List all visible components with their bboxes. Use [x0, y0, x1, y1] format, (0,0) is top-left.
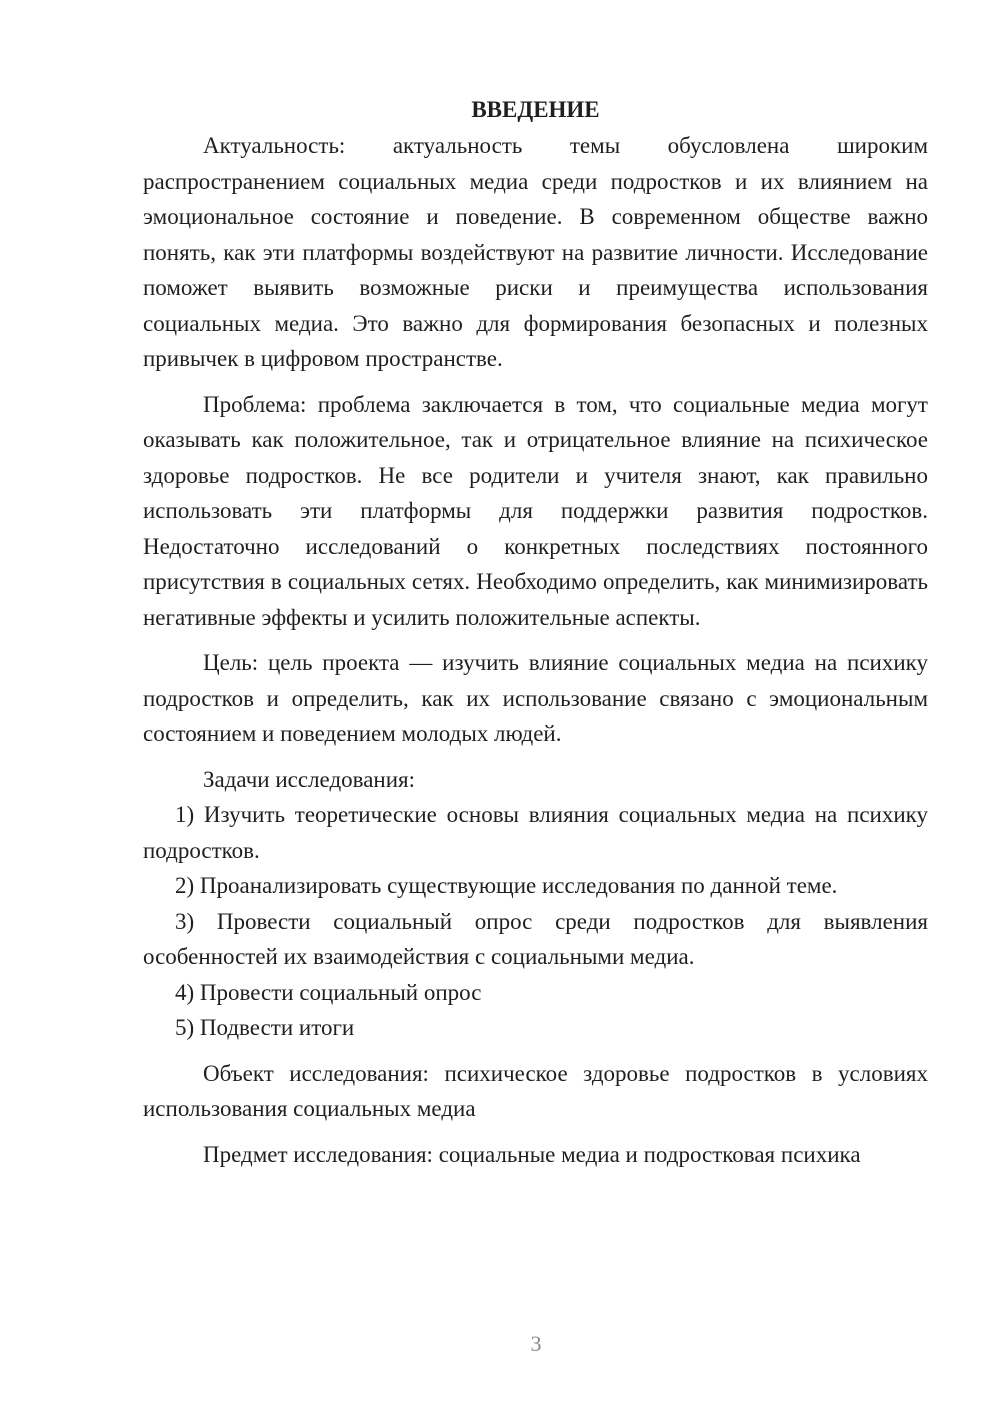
task-item: 2) Проанализировать существующие исследования по данной теме.: [175, 873, 838, 898]
task-item: 1) Изучить теоретические основы влияния социальных медиа на психику подростков.: [143, 802, 928, 863]
task-item: 3) Провести социальный опрос среди подростков для выявления особенностей их взаимодействия с социальными медиа.: [143, 908, 928, 969]
tasks-list: [143, 797, 928, 1046]
subject-paragraph: Предмет исследования: социальные медиа и подростковая психика: [203, 1141, 861, 1167]
section-title: ВВЕДЕНИЕ: [471, 97, 600, 122]
tasks-heading: Задачи исследования:: [203, 766, 416, 792]
object-paragraph: Объект исследования: психическое здоровье подростков в условиях использования социальных медиа: [143, 1060, 928, 1121]
problem-paragraph: Проблема: проблема заключается в том, что социальные медиа могут оказывать как положительное, так и отрицательное влияние на психическое здоровье подростков. Не все родители и учителя знают, как правильно использовать эти платформы для поддержки развития подростков. Недостаточно исследований о конкретных последствиях постоянного присутствия в социальных сетях. Необходимо определить, как минимизировать негативные эффекты и усилить положительные аспекты.: [143, 391, 928, 630]
page-content: [143, 92, 928, 1172]
page-number: 3: [530, 1331, 542, 1356]
task-item: 5) Подвести итоги: [175, 1015, 355, 1040]
goal-paragraph: Цель: цель проекта — изучить влияние социальных медиа на психику подростков и определить, как их использование связано с эмоциональным состоянием и поведением молодых людей.: [143, 650, 928, 746]
relevance-paragraph: Актуальность: актуальность темы обусловлена широким распространением социальных медиа среди подростков и их влиянием на эмоциональное состояние и поведение. В современном обществе важно понять, как эти платформы воздействуют на развитие личности. Исследование поможет выявить возможные риски и преимущества использования социальных медиа. Это важно для формирования безопасных и полезных привычек в цифровом пространстве.: [143, 133, 928, 371]
task-item: 4) Провести социальный опрос: [175, 979, 482, 1005]
